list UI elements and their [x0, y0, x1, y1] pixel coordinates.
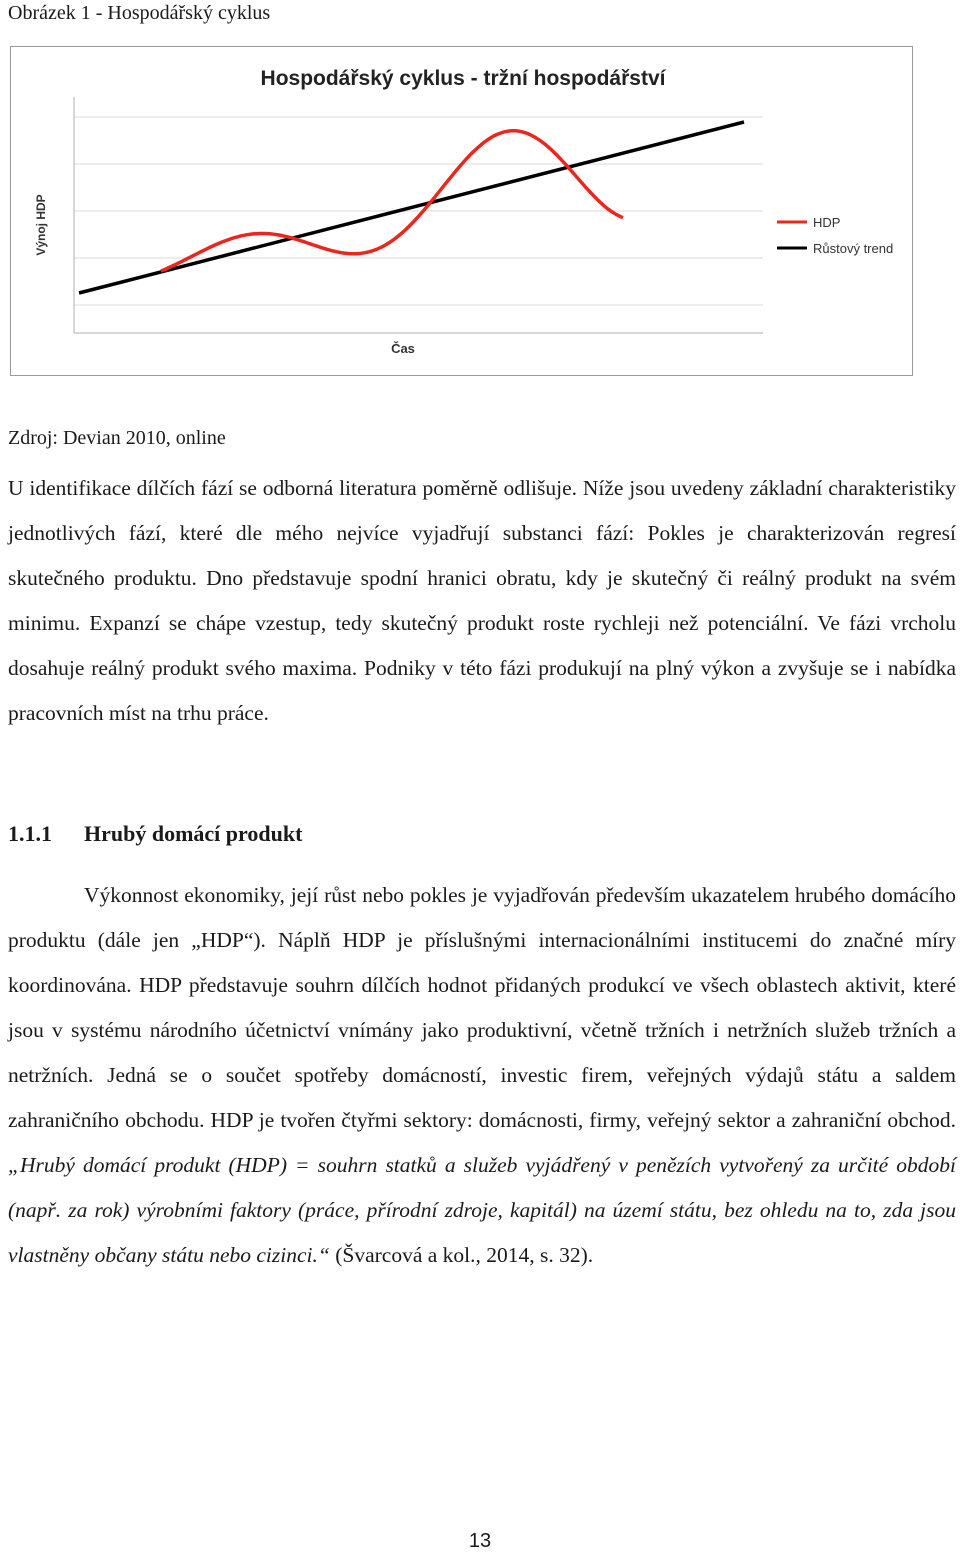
legend-label-trend: Růstový trend	[813, 241, 894, 256]
page-number: 13	[468, 1530, 492, 1552]
paragraph-gdp	[8, 873, 956, 1278]
series-trend-line	[79, 122, 744, 293]
paragraph-gdp-text: Výkonnost ekonomiky, její růst nebo pokles je vyjadřován především ukazatelem hrubého domácího produktu (dále jen „HDP“). Náplň HDP je příslušnými internacionálními institucemi do značné míry koordinována. HDP představuje souhrn dílčích hodnot přidaných produkcí ve všech oblastech aktivit, které jsou v systému národního účetnictví vnímány jako produktivní, včetně tržních i netržních služeb tržních a netržních. Jedná se o součet spotřeby domácností, investic firem, veřejných výdajů státu a saldem zahraničního obchodu. HDP je tvořen čtyřmi sektory: domácnosti, firmy, veřejný sektor a zahraniční obchod.	[8, 883, 956, 1132]
gdp-definition-quote: „Hrubý domácí produkt (HDP) = souhrn statků a služeb vyjádřený v penězích vytvořený za určité období (např. za rok) výrobními faktory (práce, přírodní zdroje, kapitál) na území státu, bez ohledu na to, zda jsou vlastněny občany státu nebo cizinci.“	[8, 1153, 956, 1267]
y-axis-label: Výnoj HDP	[34, 194, 48, 256]
x-axis-label: Čas	[391, 341, 415, 356]
business-cycle-chart	[10, 46, 913, 376]
section-heading	[8, 818, 302, 850]
chart-svg	[11, 47, 914, 377]
chart-legend	[777, 215, 893, 256]
citation: (Švarcová a kol., 2014, s. 32).	[329, 1243, 594, 1267]
chart-title: Hospodářský cyklus - tržní hospodářství	[260, 67, 666, 90]
figure-source: Zdroj: Devian 2010, online	[8, 427, 226, 449]
section-title: Hrubý domácí produkt	[84, 821, 303, 846]
legend-label-hdp: HDP	[813, 215, 841, 230]
figure-caption: Obrázek 1 - Hospodářský cyklus	[8, 2, 271, 24]
series-hdp-line	[161, 131, 623, 271]
section-number: 1.1.1	[8, 821, 52, 846]
paragraph-phases: U identifikace dílčích fází se odborná literatura poměrně odlišuje. Níže jsou uvedeny základní charakteristiky jednotlivých fází, které dle mého nejvíce vyjadřují substanci fází: Pokles je charakterizován regresí skutečného produktu. Dno představuje spodní hranici obratu, kdy je skutečný či reálný produkt na svém minimu. Expanzí se chápe vzestup, tedy skutečný produkt roste rychleji než potenciální. Ve fázi vrcholu dosahuje reálný produkt svého maxima. Podniky v této fázi produkují na plný výkon a zvyšuje se i nabídka pracovních míst na trhu práce.	[8, 476, 956, 725]
